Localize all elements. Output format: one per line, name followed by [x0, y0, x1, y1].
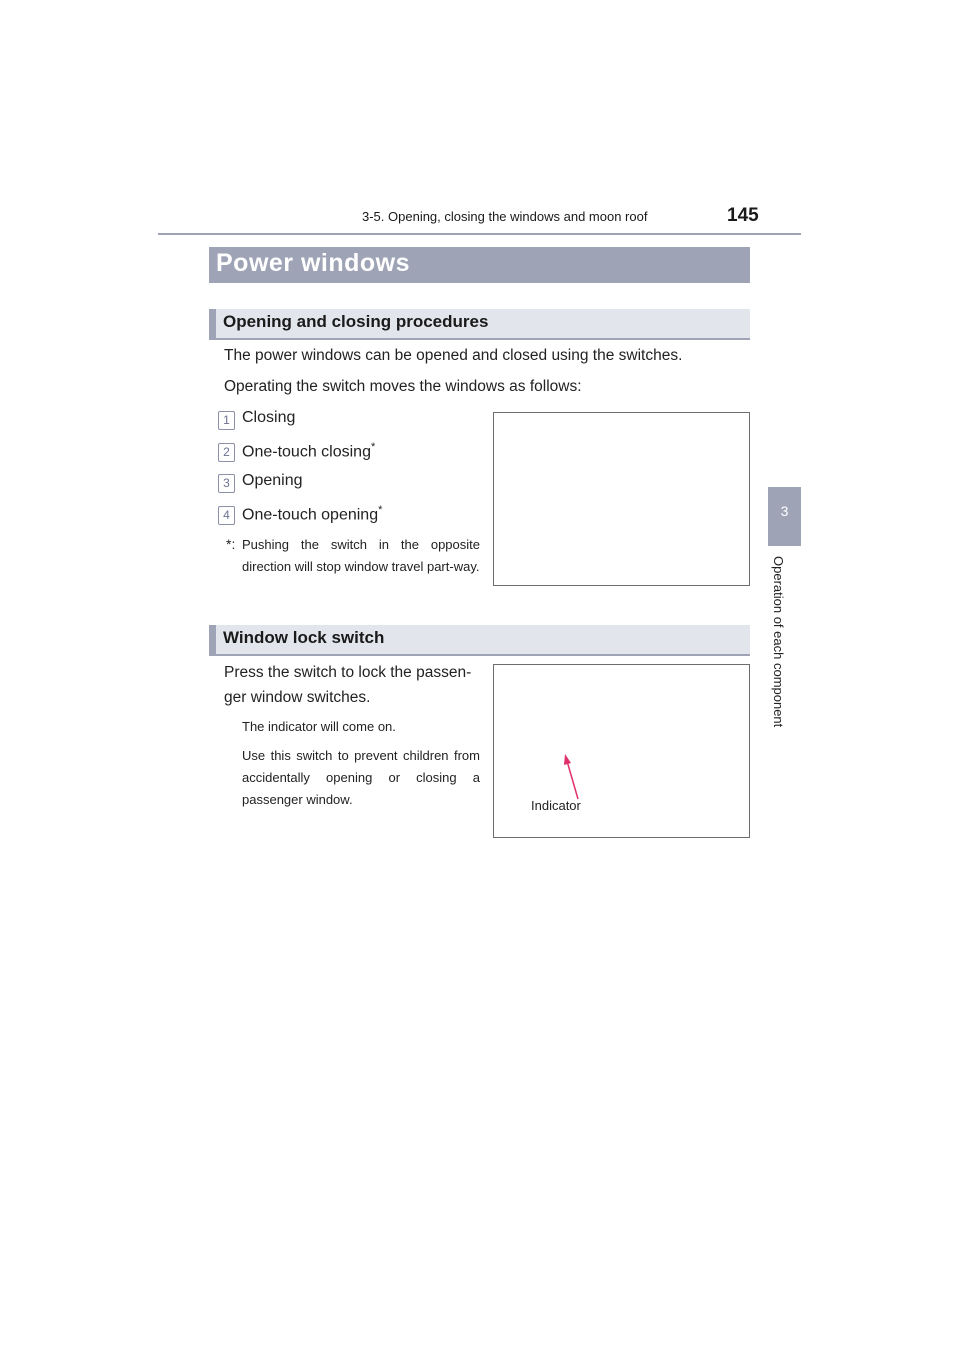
- section-heading-accent: [209, 625, 216, 654]
- list-item: [242, 504, 382, 524]
- item-label: Opening: [242, 472, 303, 489]
- footnote-text: Pushing the switch in the opposite direction will stop window travel part-way.: [242, 537, 480, 574]
- chapter-tab-number: 3: [780, 503, 789, 519]
- window-lock-illustration: [493, 664, 750, 838]
- section-heading-accent: [209, 309, 216, 338]
- header-divider: [158, 233, 801, 235]
- page-number: 145: [727, 205, 759, 226]
- item-label: Closing: [242, 409, 296, 426]
- window-lock-text: Press the switch to lock the passen- ger window switches.: [224, 664, 472, 706]
- intro-text-2: Operating the switch moves the windows as follows:: [224, 378, 582, 395]
- list-item: [242, 409, 295, 427]
- window-lock-note-2: Use this switch to prevent children from accidentally opening or closing a passenger window.: [242, 748, 480, 807]
- item-number-badge: 4: [218, 506, 235, 525]
- list-item: [242, 441, 375, 461]
- item-number-badge: 3: [218, 474, 235, 493]
- indicator-label: Indicator: [531, 798, 581, 813]
- intro-text-1: The power windows can be opened and closed using the switches.: [224, 347, 683, 364]
- window-lock-note-1: The indicator will come on.: [242, 719, 396, 734]
- item-label: One-touch opening: [242, 506, 379, 524]
- chapter-tab-label: Operation of each component: [771, 556, 786, 728]
- section-heading-window-lock: Window lock switch: [223, 628, 385, 647]
- list-item: [242, 472, 303, 490]
- item-number-badge: 2: [218, 443, 235, 462]
- footnote-mark: *:: [226, 536, 236, 552]
- item-label: One-touch closing: [242, 443, 371, 461]
- section-heading-opening-closing: Opening and closing procedures: [223, 312, 489, 331]
- header-section-title: 3-5. Opening, closing the windows and moon roof: [362, 209, 648, 224]
- asterisk-mark: *: [378, 504, 383, 516]
- window-switch-illustration: [493, 412, 750, 586]
- asterisk-mark: *: [370, 441, 376, 453]
- page-title: Power windows: [216, 249, 411, 277]
- item-number-badge: 1: [218, 411, 235, 430]
